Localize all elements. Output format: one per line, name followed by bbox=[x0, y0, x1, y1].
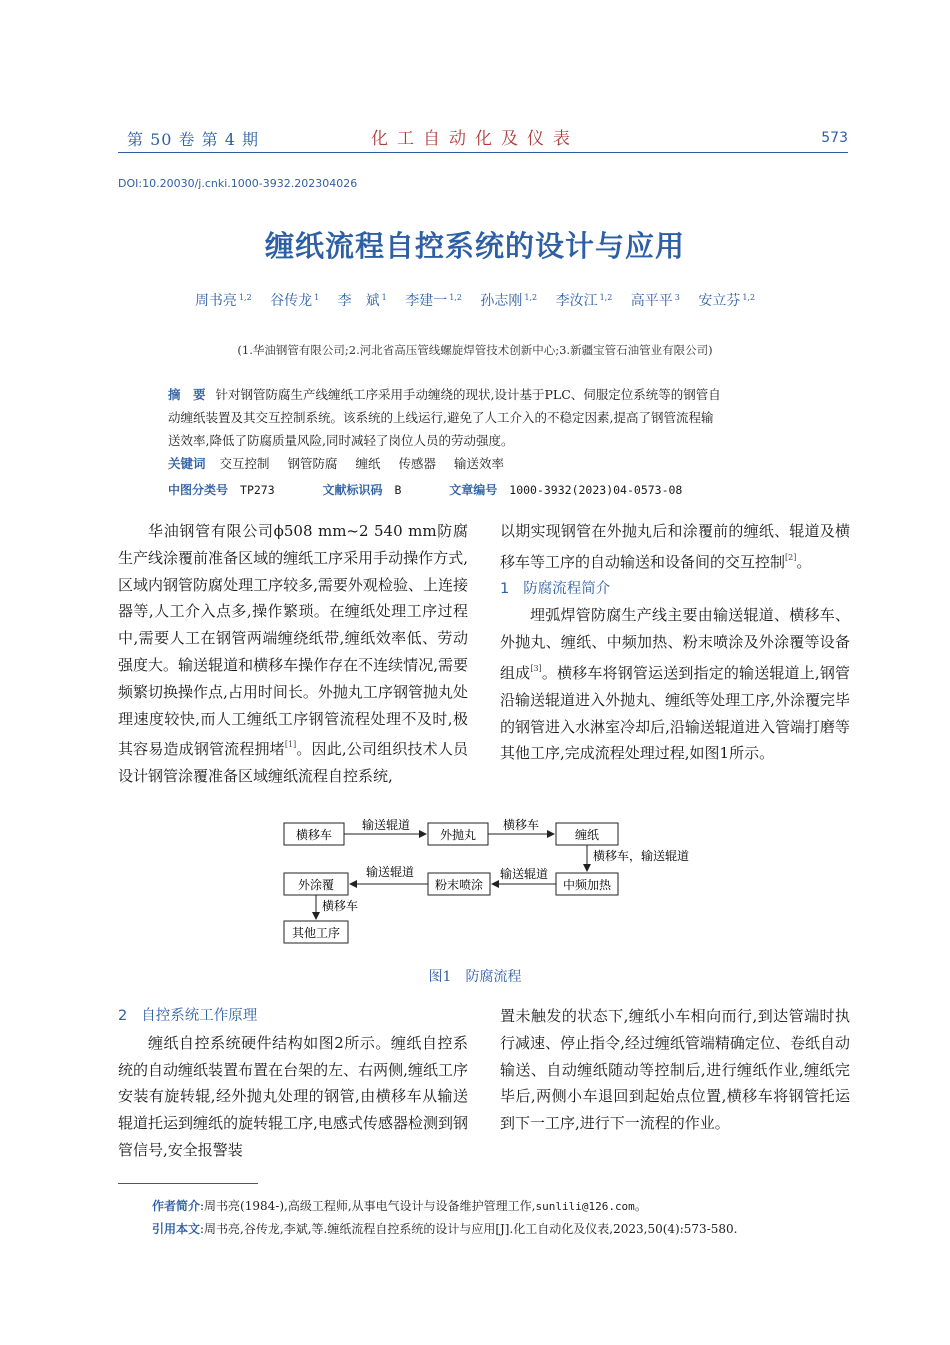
node-waituofu bbox=[284, 873, 348, 895]
article-number: 1000-3932(2023)04-0573-08 bbox=[509, 483, 683, 497]
author-bio: 作者简介:周书亮(1984-),高级工程师,从事电气设计与设备维护管理工作,sunlili@126.com。 bbox=[152, 1199, 647, 1213]
svg-text:横移车: 横移车 bbox=[295, 828, 333, 842]
journal-name: 化工自动化及仪表 bbox=[371, 129, 579, 149]
section-heading-2: 2 自控系统工作原理 bbox=[118, 1008, 258, 1024]
abstract-line: 摘 要 针对钢管防腐生产线缠纸工序采用手动缠绕的现状,设计基于PLC、伺服定位系统等的钢管自 bbox=[168, 387, 721, 402]
svg-text:外涂覆: 外涂覆 bbox=[297, 878, 335, 892]
keyword: 缠纸 bbox=[355, 456, 381, 471]
abstract bbox=[168, 383, 808, 475]
node-waipaowan bbox=[428, 823, 488, 845]
author: 安立芬 $^{1,2}$ bbox=[698, 293, 756, 309]
edge-label: 输送辊道 bbox=[365, 865, 415, 879]
author: 周书亮 $^{1,2}$ bbox=[194, 293, 252, 309]
keyword: 钢管防腐 bbox=[287, 456, 338, 471]
author: 高平平 $^3$ bbox=[630, 293, 680, 309]
edge-label: 输送辊道 bbox=[361, 818, 411, 832]
author-email[interactable]: sunlili@126.com bbox=[535, 1200, 635, 1213]
keyword: 传感器 bbox=[398, 456, 437, 471]
section-heading-1: 1 防腐流程简介 bbox=[500, 580, 611, 597]
body-paragraph: 缠纸自控系统硬件结构如图2所示。缠纸自控系统的自动缠纸装置布置在台架的左、右两侧,缠纸工序安装有旋转辊,经外抛丸处理的钢管,由横移车从输送辊道托运到缠纸的旋转辊工序,电感式传感器检测到钢管信号,安全报警装 bbox=[118, 1033, 468, 1159]
body-paragraph: 华油钢管有限公司ϕ508 mm~2 540 mm防腐生产线涂覆前准备区域的缠纸工序采用手动操作方式,区域内钢管防腐处理工序较多,需要外观检验、上连接器等,人工介入点多,操作繁琐。在缠纸处理工序过程中,需要人工在钢管两端缠绕纸带,缠纸效率低、劳动强度大。输送辊道和横移车操作存在不连续情况,需要频繁切换操作点,占用时间长。外抛丸工序钢管抛丸处理速度较快,而人工缠纸工序钢管流程处理不及时,极其容易造成钢管流程拥堵[1]。因此,公司组织技术人员设计钢管涂覆准备区域缠纸流程自控系统, bbox=[118, 522, 468, 786]
edge-label: 横移车 bbox=[502, 818, 540, 832]
keywords bbox=[168, 452, 808, 475]
author: 李汝江 $^{1,2}$ bbox=[555, 293, 613, 309]
affiliations: (1.华油钢管有限公司;2.河北省高压管线螺旋焊管技术创新中心;3.新疆宝管石油管业有限公司) bbox=[237, 343, 713, 357]
node-qita bbox=[284, 921, 348, 943]
svg-text:粉末喷涂: 粉末喷涂 bbox=[434, 878, 484, 892]
body-paragraph: 以期实现钢管在外抛丸后和涂覆前的缠纸、辊道及横移车等工序的自动输送和设备间的交互控制[2]。 bbox=[500, 522, 850, 571]
svg-text:其他工序: 其他工序 bbox=[291, 926, 341, 940]
clc-code: TP273 bbox=[240, 483, 275, 497]
header-rule bbox=[118, 152, 848, 153]
citation: 引用本文:周书亮,谷传龙,李斌,等.缠纸流程自控系统的设计与应用[J].化工自动化及仪表,2023,50(4):573-580. bbox=[152, 1222, 738, 1236]
abstract-line: 动缠纸装置及其交互控制系统。该系统的上线运行,避免了人工介入的不稳定因素,提高了钢管流程输 bbox=[168, 410, 714, 425]
doi[interactable]: DOI:10.20030/j.cnki.1000-3932.202304026 bbox=[118, 177, 358, 190]
left-column-top bbox=[118, 518, 468, 790]
document-code: B bbox=[394, 483, 402, 497]
right-column-top bbox=[500, 518, 850, 767]
figure1-caption: 图1 防腐流程 bbox=[428, 969, 522, 985]
footnote-rule bbox=[118, 1183, 258, 1184]
keyword: 输送效率 bbox=[454, 456, 505, 471]
author: 谷传龙 $^1$ bbox=[270, 293, 320, 309]
journal-volume-issue: 第 50 卷 第 4 期 bbox=[127, 130, 259, 149]
edge-label: 横移车，输送辊道 bbox=[593, 849, 690, 863]
author-list bbox=[0, 290, 950, 310]
node-chanzhi bbox=[556, 823, 618, 845]
node-hengyiche bbox=[284, 823, 344, 845]
svg-text:中频加热: 中频加热 bbox=[562, 878, 612, 892]
abstract-label: 摘 要 bbox=[168, 387, 206, 402]
svg-text:外抛丸: 外抛丸 bbox=[439, 828, 477, 842]
edge-label: 横移车 bbox=[322, 899, 359, 913]
author: 李建一 $^{1,2}$ bbox=[405, 293, 462, 309]
right-column-bottom bbox=[500, 1003, 850, 1137]
svg-text:缠纸: 缠纸 bbox=[574, 828, 600, 842]
body-paragraph: 埋弧焊管防腐生产线主要由输送辊道、横移车、外抛丸、缠纸、中频加热、粉末喷涂及外涂覆等设备组成[3]。横移车将钢管运送到指定的输送辊道上,钢管沿输送辊道进入外抛丸、缠纸等处理工序,外涂覆完毕的钢管进入水淋室冷却后,沿输送辊道进入管端打磨等其他工序,完成流程处理过程,如图1所示。 bbox=[500, 606, 850, 763]
left-column-bottom bbox=[118, 1003, 468, 1164]
keyword: 交互控制 bbox=[219, 456, 270, 471]
edge-label: 输送辊道 bbox=[499, 867, 549, 881]
keywords-label: 关键词 bbox=[168, 456, 206, 471]
body-paragraph: 置未触发的状态下,缠纸小车相向而行,到达管端时执行减速、停止指令,经过缠纸管端精确定位、卷纸自动输送、自动缠纸随动等控制后,进行缠纸作业,缠纸完毕后,两侧小车退回到起始点位置,横移车将钢管托运到下一工序,进行下一流程的作业。 bbox=[500, 1007, 850, 1133]
paper-title: 缠纸流程自控系统的设计与应用 bbox=[264, 229, 685, 263]
classification-line: 中图分类号 TP273 文献标识码 B 文章编号 1000-3932(2023)04-0573-08 bbox=[168, 483, 683, 497]
author: 孙志刚 $^{1,2}$ bbox=[480, 293, 538, 309]
abstract-line: 送效率,降低了防腐质量风险,同时减轻了岗位人员的劳动强度。 bbox=[168, 433, 514, 448]
node-fenmo bbox=[428, 873, 490, 895]
node-zhongpin bbox=[556, 873, 618, 895]
author: 李 斌 $^1$ bbox=[337, 293, 387, 309]
figure1-flowchart bbox=[270, 812, 710, 952]
page-number: 573 bbox=[821, 130, 848, 146]
